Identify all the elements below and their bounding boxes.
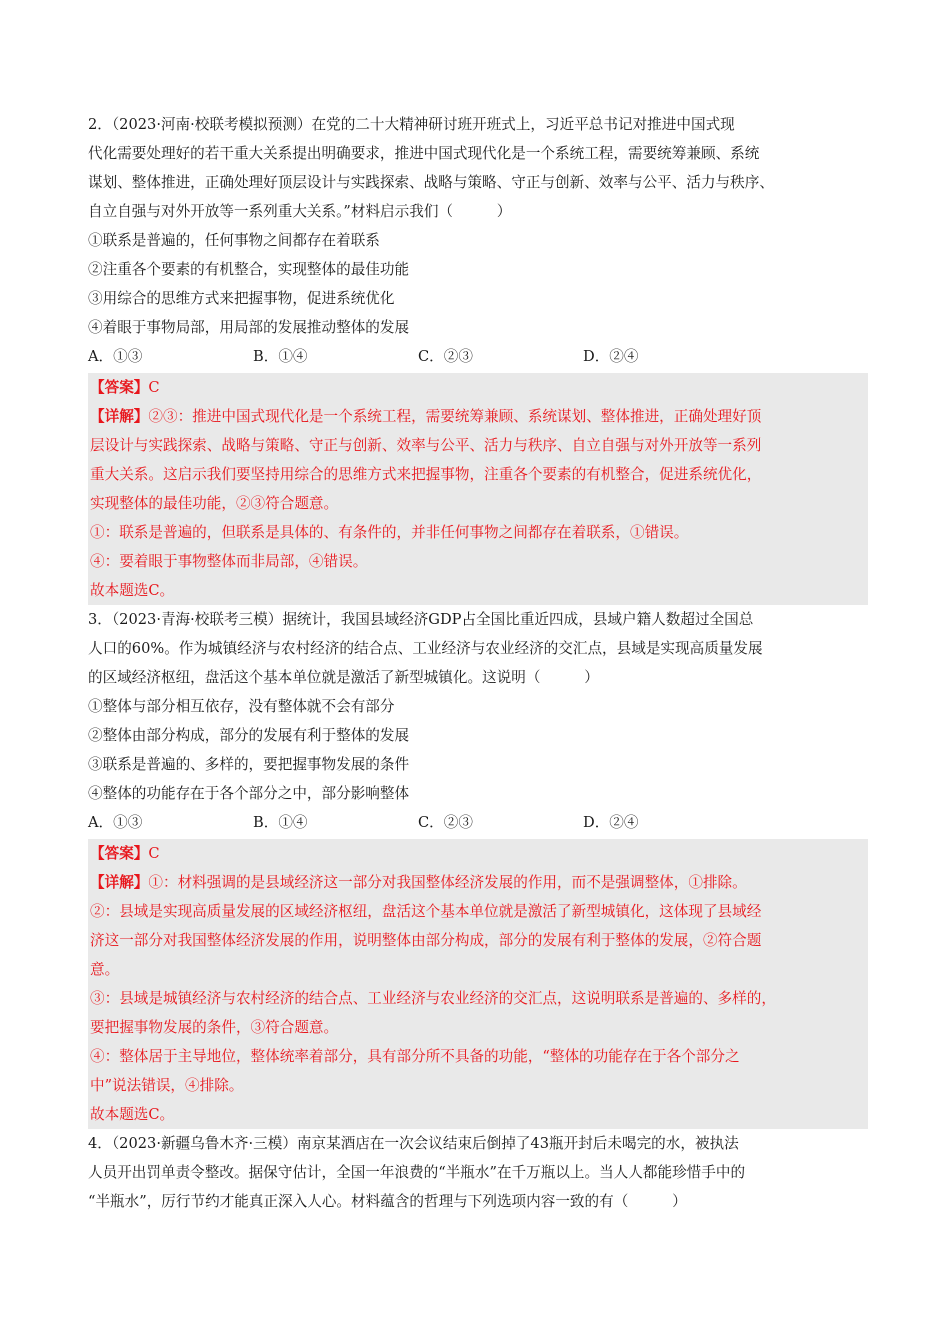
q3-detail-line: 要把握事物发展的条件，③符合题意。	[90, 1019, 339, 1036]
q2-option-d: D．②④	[583, 348, 639, 365]
q2-item-1: ①联系是普遍的，任何事物之间都存在着联系	[88, 232, 380, 249]
q2-detail-label: 【详解】	[90, 408, 149, 425]
q3-detail-label: 【详解】	[90, 874, 149, 891]
q3-detail-line: 故本题选C。	[90, 1106, 175, 1123]
q2-option-a: A．①③	[88, 348, 143, 365]
q2-stem-line: 自立自强与对外开放等一系列重大关系。”材料启示我们（ ）	[88, 203, 512, 220]
q3-detail-line: ④：整体居于主导地位，整体统率着部分，具有部分所不具备的功能，“整体的功能存在于各个部分之	[90, 1048, 740, 1065]
q2-item-2: ②注重各个要素的有机整合，实现整体的最佳功能	[88, 261, 410, 278]
q2-detail-line: ①：联系是普遍的，但联系是具体的、有条件的，并非任何事物之间都存在着联系，①错误。	[90, 524, 689, 541]
q3-answer-value: C	[148, 845, 160, 862]
q3-item-2: ②整体由部分构成，部分的发展有利于整体的发展	[88, 727, 410, 744]
q3-option-b: B．①④	[253, 814, 308, 831]
question-3	[88, 605, 868, 1129]
q2-detail-line: ④：要着眼于事物整体而非局部，④错误。	[90, 553, 368, 570]
q3-option-d: D．②④	[583, 814, 639, 831]
q4-stem-line: 人员开出罚单责令整改。据保守估计，全国一年浪费的“半瓶水”在千万瓶以上。当人人都能珍惜手中的	[88, 1164, 746, 1181]
q2-item-4: ④着眼于事物局部，用局部的发展推动整体的发展	[88, 319, 410, 336]
document-page	[88, 110, 868, 1216]
q3-option-a: A．①③	[88, 814, 143, 831]
q2-detail-line: 层设计与实践探索、战略与策略、守正与创新、效率与公平、活力与秩序、自立自强与对外开放等一系列	[90, 437, 762, 454]
q3-detail-line: ②：县域是实现高质量发展的区域经济枢纽，盘活这个基本单位就是激活了新型城镇化，这体现了县域经	[90, 903, 762, 920]
q3-option-c: C．②③	[418, 814, 473, 831]
q3-options	[88, 808, 868, 837]
q2-detail-line: 故本题选C。	[90, 582, 175, 599]
q2-answer-value: C	[148, 379, 160, 396]
q2-detail-line: 【详解】②③：推进中国式现代化是一个系统工程，需要统筹兼顾、系统谋划、整体推进，正确处理好顶	[90, 408, 762, 425]
q2-detail-line: 重大关系。这启示我们要坚持用综合的思维方式来把握事物，注重各个要素的有机整合，促进系统优化，	[90, 466, 762, 483]
q3-answer-block	[88, 839, 868, 1129]
q2-answer-block	[88, 373, 868, 605]
question-2	[88, 110, 868, 605]
q2-stem-line: 谋划、整体推进，正确处理好顶层设计与实践探索、战略与策略、守正与创新、效率与公平、活力与秩序、	[88, 174, 774, 191]
q4-stem-line: 4．（2023·新疆乌鲁木齐·三模）南京某酒店在一次会议结束后倒掉了43瓶开封后未喝完的水，被执法	[88, 1135, 739, 1152]
q3-answer-label: 【答案】	[90, 845, 149, 862]
q2-stem-line: 2．（2023·河南·校联考模拟预测）在党的二十大精神研讨班开班式上，习近平总书记对推进中国式现	[88, 116, 735, 133]
q3-item-4: ④整体的功能存在于各个部分之中，部分影响整体	[88, 785, 410, 802]
q2-item-3: ③用综合的思维方式来把握事物，促进系统优化	[88, 290, 395, 307]
q3-stem-line: 人口的60%。作为城镇经济与农村经济的结合点、工业经济与农业经济的交汇点，县域是实现高质量发展	[88, 640, 763, 657]
q4-stem-line: “半瓶水”，厉行节约才能真正深入人心。材料蕴含的哲理与下列选项内容一致的有（ ）	[88, 1193, 687, 1210]
q2-options	[88, 342, 868, 371]
q2-detail-line: 实现整体的最佳功能，②③符合题意。	[90, 495, 339, 512]
q3-detail-line: ③：县域是城镇经济与农村经济的结合点、工业经济与农业经济的交汇点，这说明联系是普遍的、多样的，	[90, 990, 776, 1007]
q3-stem-line: 的区域经济枢纽，盘活这个基本单位就是激活了新型城镇化。这说明（ ）	[88, 669, 599, 686]
q3-item-3: ③联系是普遍的、多样的，要把握事物发展的条件	[88, 756, 410, 773]
q3-detail-line: 【详解】①：材料强调的是县域经济这一部分对我国整体经济发展的作用，而不是强调整体，①排除。	[90, 874, 747, 891]
q3-item-1: ①整体与部分相互依存，没有整体就不会有部分	[88, 698, 395, 715]
q3-detail-line: 意。	[90, 961, 120, 978]
question-4	[88, 1129, 868, 1216]
q3-detail-line: 中”说法错误，④排除。	[90, 1077, 244, 1094]
q2-option-c: C．②③	[418, 348, 473, 365]
q2-stem-line: 代化需要处理好的若干重大关系提出明确要求，推进中国式现代化是一个系统工程，需要统筹兼顾、系统	[88, 145, 760, 162]
q3-answer	[90, 839, 866, 868]
q3-detail-line: 济这一部分对我国整体经济发展的作用，说明整体由部分构成，部分的发展有利于整体的发展，②符合题	[90, 932, 762, 949]
q2-answer-label: 【答案】	[90, 379, 149, 396]
q3-stem-line: 3．（2023·青海·校联考三模）据统计，我国县域经济GDP占全国比重近四成，县域户籍人数超过全国总	[88, 611, 754, 628]
q2-option-b: B．①④	[253, 348, 308, 365]
q2-answer	[90, 373, 866, 402]
